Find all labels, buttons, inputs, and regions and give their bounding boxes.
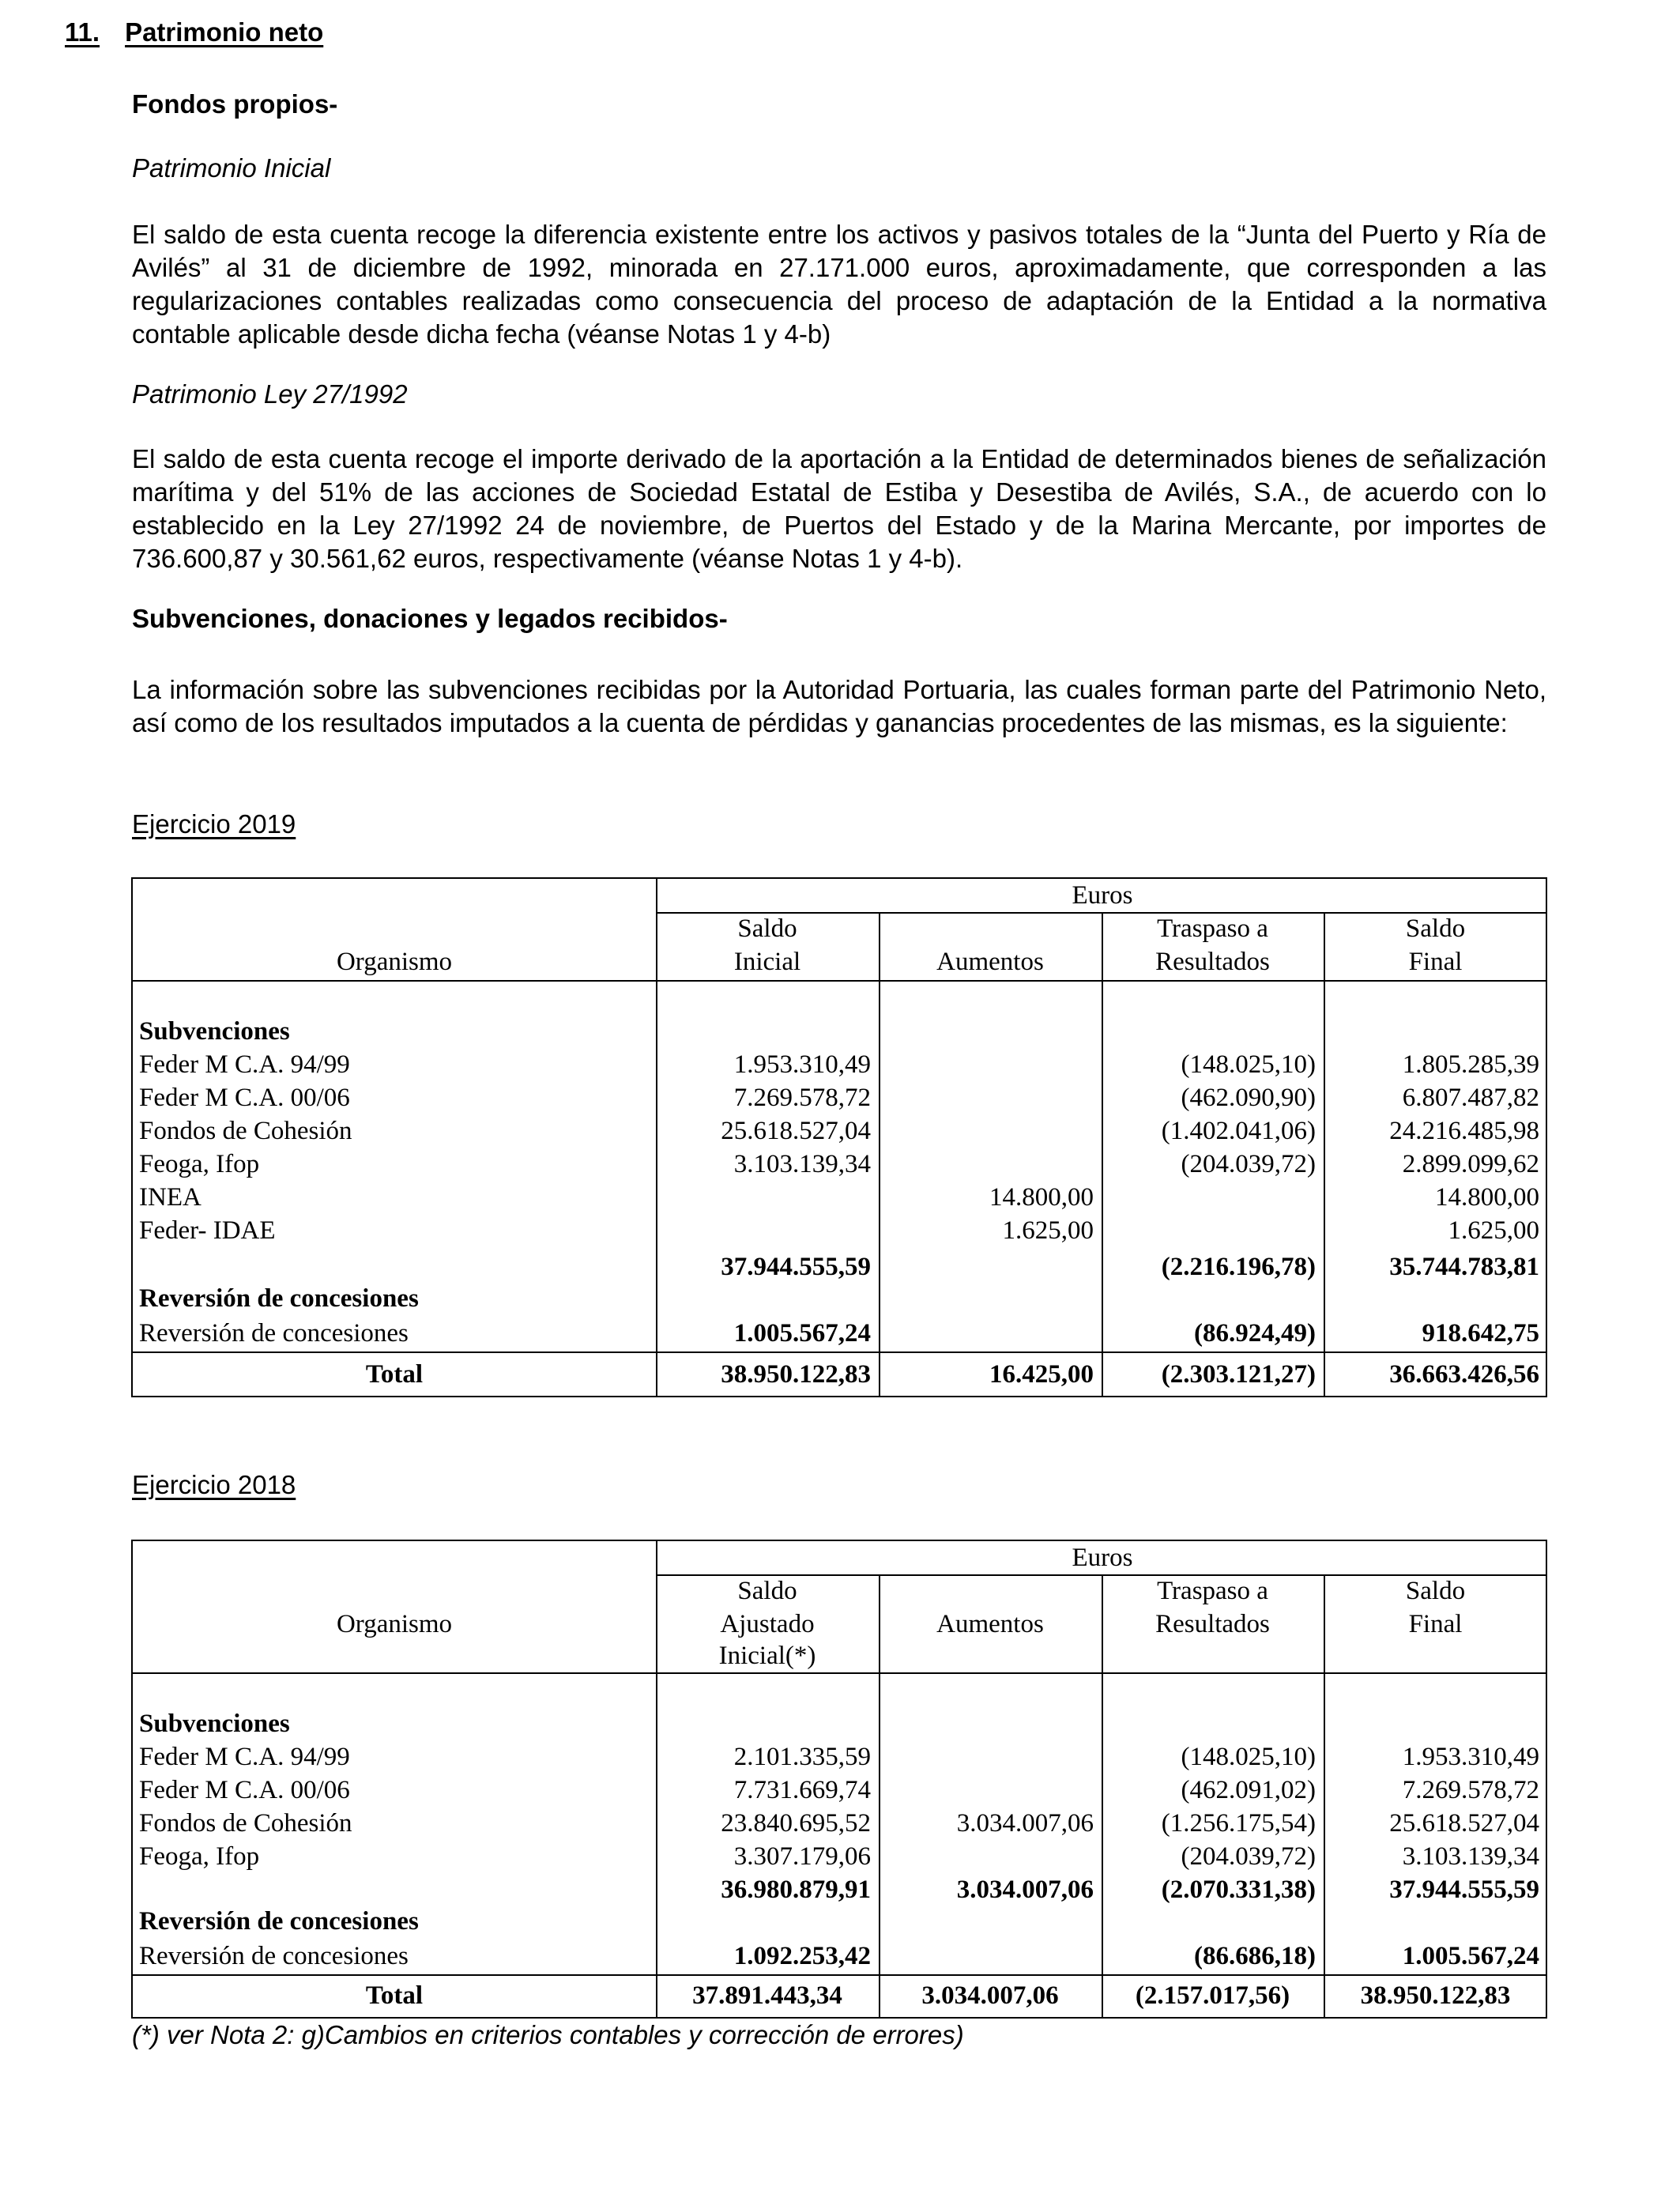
- row-final: 1.805.285,39: [1402, 1050, 1539, 1079]
- row-inicial: 2.101.335,59: [733, 1743, 871, 1771]
- table-2019: [131, 877, 1547, 1397]
- row-final: 2.899.099,62: [1402, 1150, 1539, 1178]
- reversion-traspaso: (86.686,18): [1194, 1942, 1316, 1970]
- subtotal-traspaso: (2.070.331,38): [1161, 1875, 1316, 1904]
- reversion-inicial: 1.092.253,42: [733, 1942, 871, 1970]
- row-final: 7.269.578,72: [1402, 1776, 1539, 1804]
- patrimonio-ley-text: El saldo de esta cuenta recoge el importe derivado de la aportación a la Entidad de determinados bienes de señalización marítima y del 51% de las acciones de Sociedad Estatal de Estiba y Desestiba de Avilés, S.A., de acuerdo con lo establecido en la Ley 27/1992 24 de noviembre, de Puertos del Estado y de la Marina Mercante, por importes de 736.600,87 y 30.561,62 euros, respectivamente (véanse Notas 1 y 4-b).: [132, 444, 1546, 573]
- row-final: 25.618.527,04: [1389, 1809, 1539, 1838]
- row-name: Feoga, Ifop: [139, 1842, 260, 1871]
- table-2018-caption: Ejercicio 2018: [132, 1470, 296, 1499]
- col-aumentos: Aumentos: [936, 1610, 1044, 1638]
- col-saldo-inicial-line1: Saldo: [737, 1577, 797, 1605]
- col-traspaso-line1: Traspaso a: [1157, 1577, 1268, 1605]
- col-traspaso-line2: Resultados: [1155, 948, 1270, 976]
- total-final: 38.950.122,83: [1360, 1981, 1511, 2010]
- row-traspaso: (204.039,72): [1181, 1150, 1316, 1178]
- reversion-name: Reversión de concesiones: [139, 1319, 409, 1348]
- row-name: Fondos de Cohesión: [139, 1809, 352, 1838]
- group-subvenciones: Subvenciones: [139, 1017, 290, 1046]
- row-name: INEA: [139, 1183, 202, 1212]
- subtotal-final: 37.944.555,59: [1389, 1875, 1539, 1904]
- row-inicial: 3.103.139,34: [733, 1150, 871, 1178]
- row-name: Fondos de Cohesión: [139, 1117, 352, 1145]
- subtotal-inicial: 36.980.879,91: [721, 1875, 871, 1904]
- subtotal-final: 35.744.783,81: [1389, 1253, 1539, 1281]
- group-reversion: Reversión de concesiones: [139, 1284, 419, 1313]
- subvenciones-heading: Subvenciones, donaciones y legados recibidos-: [132, 604, 728, 633]
- section-heading: [65, 16, 323, 49]
- row-final: 24.216.485,98: [1389, 1117, 1539, 1145]
- total-inicial: 38.950.122,83: [721, 1360, 871, 1389]
- subtotal-traspaso: (2.216.196,78): [1161, 1253, 1316, 1281]
- row-name: Feder M C.A. 00/06: [139, 1084, 350, 1112]
- subtotal-aumentos: 3.034.007,06: [956, 1875, 1094, 1904]
- row-name: Feder M C.A. 00/06: [139, 1776, 350, 1804]
- row-inicial: 7.269.578,72: [733, 1084, 871, 1112]
- reversion-traspaso: (86.924,49): [1194, 1319, 1316, 1348]
- subtotal-inicial: 37.944.555,59: [721, 1253, 871, 1281]
- patrimonio-inicial-text: El saldo de esta cuenta recoge la diferencia existente entre los activos y pasivos totales de la “Junta del Puerto y Ría de Avilés” al 31 de diciembre de 1992, minorada en 27.171.000 euros, aproximadamente, que corresponden a las regularizaciones contables realizadas como consecuencia del proceso de adaptación de la Entidad a la normativa contable aplicable desde dicha fecha (véanse Notas 1 y 4-b): [132, 220, 1546, 349]
- col-traspaso-line2: Resultados: [1155, 1610, 1270, 1638]
- total-inicial: 37.891.443,34: [692, 1981, 842, 2010]
- row-traspaso: (204.039,72): [1181, 1842, 1316, 1871]
- row-aumentos: 3.034.007,06: [956, 1809, 1094, 1838]
- subvenciones-text: La información sobre las subvenciones recibidas por la Autoridad Portuaria, las cuales forman parte del Patrimonio Neto, así como de los resultados imputados a la cuenta de pérdidas y ganancias procedentes de las mismas, es la siguiente:: [132, 675, 1546, 737]
- euros-header: Euros: [1072, 881, 1133, 910]
- row-traspaso: (148.025,10): [1181, 1743, 1316, 1771]
- row-name: Feder- IDAE: [139, 1216, 276, 1245]
- patrimonio-inicial-heading: Patrimonio Inicial: [132, 153, 331, 183]
- col-saldo-final-line1: Saldo: [1405, 914, 1466, 943]
- row-inicial: 7.731.669,74: [733, 1776, 871, 1804]
- row-name: Feder M C.A. 94/99: [139, 1050, 350, 1079]
- col-saldo-inicial-line3: Inicial(*): [718, 1642, 816, 1670]
- col-saldo-final-line1: Saldo: [1405, 1577, 1466, 1605]
- total-traspaso: (2.303.121,27): [1161, 1360, 1316, 1389]
- row-traspaso: (148.025,10): [1181, 1050, 1316, 1079]
- row-traspaso: (1.256.175,54): [1161, 1809, 1316, 1838]
- row-final: 6.807.487,82: [1402, 1084, 1539, 1112]
- total-final: 36.663.426,56: [1389, 1360, 1539, 1389]
- col-saldo-final-line2: Final: [1408, 948, 1463, 976]
- reversion-name: Reversión de concesiones: [139, 1942, 409, 1970]
- row-traspaso: (1.402.041,06): [1161, 1117, 1316, 1145]
- group-reversion: Reversión de concesiones: [139, 1907, 419, 1936]
- total-aumentos: 3.034.007,06: [921, 1981, 1059, 2010]
- col-organismo: Organismo: [336, 948, 453, 976]
- col-traspaso-line1: Traspaso a: [1157, 914, 1268, 943]
- col-organismo: Organismo: [336, 1610, 453, 1638]
- row-name: Feder M C.A. 94/99: [139, 1743, 350, 1771]
- reversion-final: 1.005.567,24: [1402, 1942, 1539, 1970]
- patrimonio-ley-heading: Patrimonio Ley 27/1992: [132, 379, 408, 409]
- euros-header: Euros: [1072, 1544, 1133, 1572]
- row-final: 1.625,00: [1448, 1216, 1539, 1245]
- total-label: Total: [365, 1360, 424, 1389]
- total-aumentos: 16.425,00: [989, 1360, 1094, 1389]
- reversion-final: 918.642,75: [1422, 1319, 1539, 1348]
- fondos-propios-heading: Fondos propios-: [132, 89, 338, 119]
- row-final: 14.800,00: [1435, 1183, 1539, 1212]
- col-saldo-inicial-line2: Inicial: [733, 948, 801, 976]
- group-subvenciones: Subvenciones: [139, 1710, 290, 1738]
- row-name: Feoga, Ifop: [139, 1150, 260, 1178]
- row-traspaso: (462.090,90): [1181, 1084, 1316, 1112]
- col-aumentos: Aumentos: [936, 948, 1044, 976]
- row-traspaso: (462.091,02): [1181, 1776, 1316, 1804]
- table-2018: [131, 1540, 1547, 2019]
- section-title: Patrimonio neto: [125, 17, 324, 47]
- col-saldo-final-line2: Final: [1408, 1610, 1463, 1638]
- row-inicial: 23.840.695,52: [721, 1809, 871, 1838]
- row-inicial: 3.307.179,06: [733, 1842, 871, 1871]
- row-final: 1.953.310,49: [1402, 1743, 1539, 1771]
- table-2019-caption: Ejercicio 2019: [132, 809, 296, 839]
- section-number: 11.: [65, 17, 100, 47]
- col-saldo-inicial-line1: Saldo: [737, 914, 797, 943]
- col-saldo-inicial-line2: Ajustado: [720, 1610, 815, 1638]
- row-inicial: 25.618.527,04: [721, 1117, 871, 1145]
- row-aumentos: 1.625,00: [1002, 1216, 1094, 1245]
- footnote: (*) ver Nota 2: g)Cambios en criterios contables y corrección de errores): [132, 2020, 964, 2049]
- row-aumentos: 14.800,00: [989, 1183, 1094, 1212]
- row-final: 3.103.139,34: [1402, 1842, 1539, 1871]
- row-inicial: 1.953.310,49: [733, 1050, 871, 1079]
- total-label: Total: [365, 1981, 424, 2010]
- reversion-inicial: 1.005.567,24: [733, 1319, 871, 1348]
- total-traspaso: (2.157.017,56): [1135, 1981, 1290, 2010]
